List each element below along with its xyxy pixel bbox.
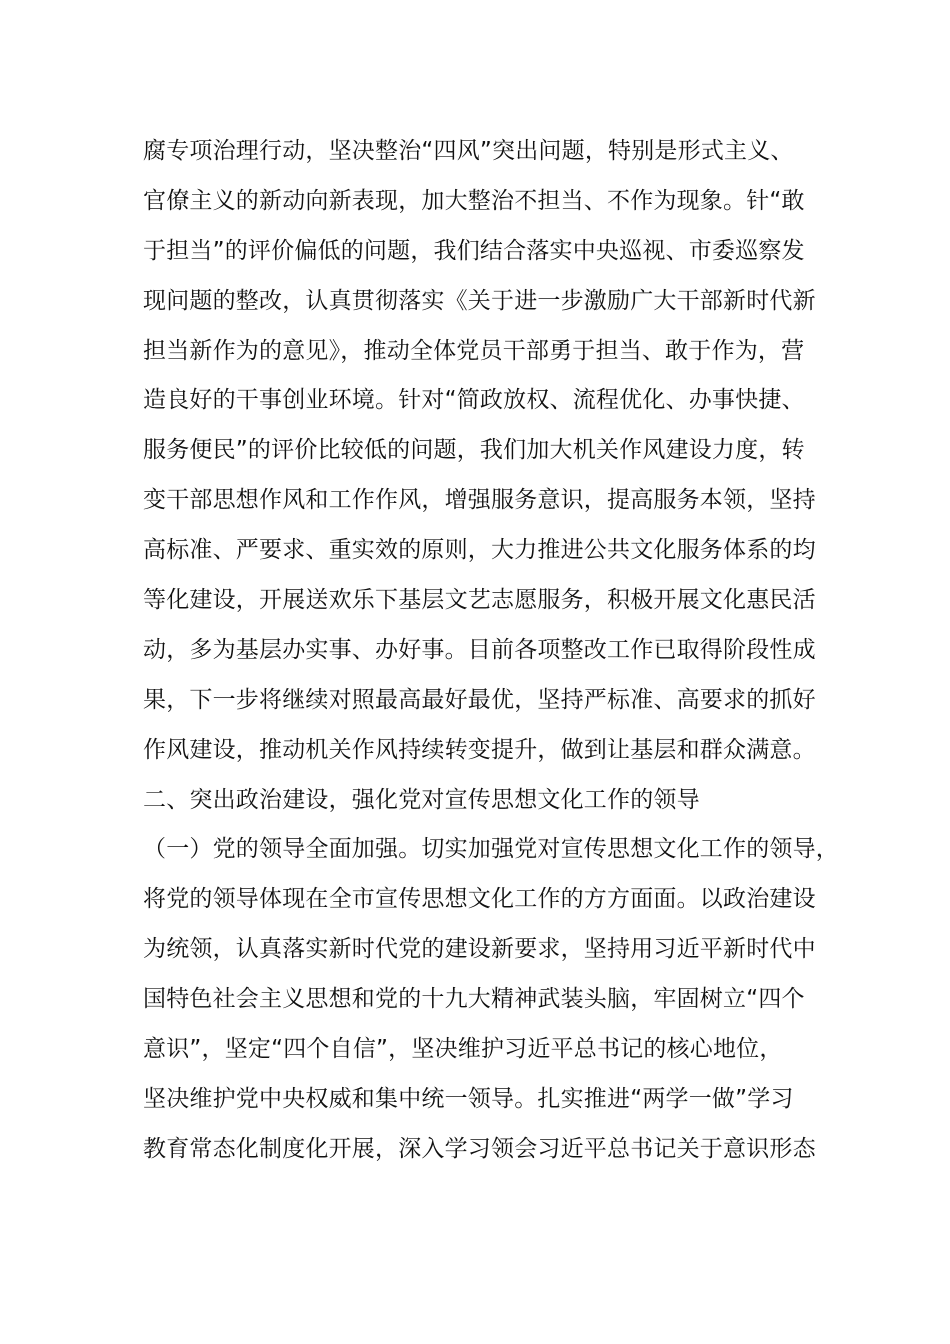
text-line: 意识”，坚定“四个自信”，坚决维护习近平总书记的核心地位， xyxy=(143,1036,783,1063)
text-line: （一）党的领导全面加强。切实加强党对宣传思想文化工作的领导， xyxy=(143,836,839,863)
text-line: 高标准、严要求、重实效的原则，大力推进公共文化服务体系的均 xyxy=(143,537,816,564)
body-text xyxy=(143,127,839,1175)
text-line: 变干部思想作风和工作作风，增强服务意识，提高服务本领，坚持 xyxy=(143,487,816,514)
text-line: 现问题的整改，认真贯彻落实《关于进一步激励广大干部新时代新 xyxy=(143,287,816,314)
text-line: 作风建设，推动机关作风持续转变提升，做到让基层和群众满意。 xyxy=(143,736,816,763)
text-line: 官僚主义的新动向新表现，加大整治不担当、不作为现象。针“敢 xyxy=(143,187,805,214)
text-line: 于担当”的评价偏低的问题，我们结合落实中央巡视、市委巡察发 xyxy=(143,237,805,264)
text-line: 坚决维护党中央权威和集中统一领导。扎实推进“两学一做”学习 xyxy=(143,1085,794,1112)
text-line: 腐专项治理行动，坚决整治“四风”突出问题，特别是形式主义、 xyxy=(143,138,794,164)
text-line: 教育常态化制度化开展，深入学习领会习近平总书记关于意识形态 xyxy=(143,1135,816,1162)
text-line: 服务便民”的评价比较低的问题，我们加大机关作风建设力度，转 xyxy=(143,437,805,464)
text-line: 担当新作为的意见》，推动全体党员干部勇于担当、敢于作为，营 xyxy=(143,337,805,364)
text-line: 为统领，认真落实新时代党的建设新要求，坚持用习近平新时代中 xyxy=(143,936,816,963)
text-line: 动，多为基层办实事、办好事。目前各项整改工作已取得阶段性成 xyxy=(143,636,816,663)
text-line: 造良好的干事创业环境。针对“简政放权、流程优化、办事快捷、 xyxy=(143,387,805,414)
text-line: 等化建设，开展送欢乐下基层文艺志愿服务，积极开展文化惠民活 xyxy=(143,587,816,614)
section-heading: 二、突出政治建设，强化党对宣传思想文化工作的领导 xyxy=(143,786,700,813)
text-line: 国特色社会主义思想和党的十九大精神武装头脑，牢固树立“四个 xyxy=(143,986,805,1013)
text-line: 果，下一步将继续对照最高最好最优，坚持严标准、高要求的抓好 xyxy=(143,686,816,713)
text-line: 将党的领导体现在全市宣传思想文化工作的方方面面。以政治建设 xyxy=(143,886,816,913)
